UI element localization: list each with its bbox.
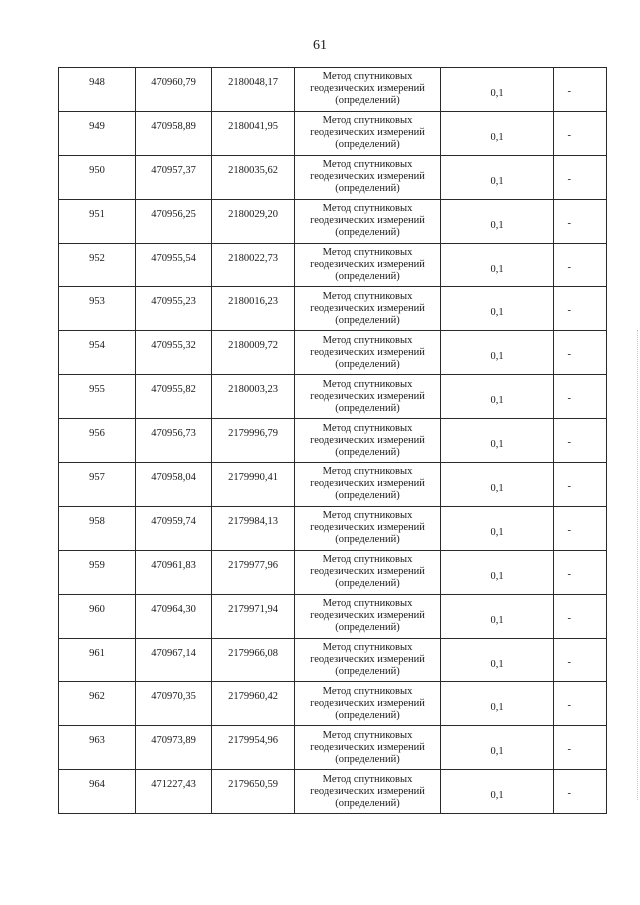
accuracy-cell: 0,1 <box>441 111 554 155</box>
x-coordinate-cell: 470956,73 <box>136 419 212 463</box>
method-cell <box>295 594 441 638</box>
method-line: (определений) <box>335 666 400 678</box>
method-line: Метод спутниковых <box>322 685 413 697</box>
point-number-cell: 964 <box>59 770 136 814</box>
table-row <box>59 287 607 331</box>
method-line: геодезических измерений <box>310 654 425 666</box>
y-coordinate-cell: 2179984,13 <box>212 506 295 550</box>
y-coordinate-cell: 2179971,94 <box>212 594 295 638</box>
y-coordinate-cell: 2180029,20 <box>212 199 295 243</box>
method-cell <box>295 68 441 112</box>
table-row <box>59 199 607 243</box>
accuracy-cell: 0,1 <box>441 594 554 638</box>
accuracy-cell: 0,1 <box>441 726 554 770</box>
method-cell <box>295 638 441 682</box>
method-cell <box>295 550 441 594</box>
method-line: геодезических измерений <box>310 259 425 270</box>
accuracy-cell: 0,1 <box>441 199 554 243</box>
table-row <box>59 375 607 419</box>
table-row <box>59 155 607 199</box>
x-coordinate-cell: 470958,04 <box>136 463 212 507</box>
point-number-cell: 961 <box>59 638 136 682</box>
method-line: (определений) <box>335 709 400 721</box>
method-line: геодезических измерений <box>310 697 425 709</box>
table-row <box>59 243 607 287</box>
accuracy-cell: 0,1 <box>441 375 554 419</box>
note-cell: - <box>554 111 607 155</box>
method-line: (определений) <box>335 534 400 546</box>
method-line: Метод спутниковых <box>322 334 413 346</box>
method-line: (определений) <box>335 139 400 151</box>
x-coordinate-cell: 470955,82 <box>136 375 212 419</box>
y-coordinate-cell: 2180041,95 <box>212 111 295 155</box>
method-cell <box>295 287 441 331</box>
table-row <box>59 506 607 550</box>
x-coordinate-cell: 471227,43 <box>136 770 212 814</box>
accuracy-cell: 0,1 <box>441 419 554 463</box>
point-number-cell: 960 <box>59 594 136 638</box>
table-row <box>59 682 607 726</box>
method-cell <box>295 506 441 550</box>
method-line: геодезических измерений <box>310 127 425 139</box>
method-line: геодезических измерений <box>310 566 425 578</box>
method-cell <box>295 243 441 287</box>
point-number-cell: 957 <box>59 463 136 507</box>
method-line: (определений) <box>335 402 400 414</box>
method-line: геодезических измерений <box>310 610 425 622</box>
method-line: (определений) <box>335 183 400 195</box>
method-line: Метод спутниковых <box>322 378 413 390</box>
table-row <box>59 770 607 814</box>
note-cell: - <box>554 243 607 287</box>
method-cell <box>295 111 441 155</box>
scan-edge-mark <box>635 330 638 800</box>
method-line: Метод спутниковых <box>322 159 413 171</box>
x-coordinate-cell: 470956,25 <box>136 199 212 243</box>
method-line: Метод спутниковых <box>322 510 413 522</box>
method-line: геодезических измерений <box>310 302 425 314</box>
method-line: (определений) <box>335 797 400 809</box>
note-cell: - <box>554 287 607 331</box>
point-number-cell: 963 <box>59 726 136 770</box>
method-line: геодезических измерений <box>310 171 425 183</box>
point-number-cell: 949 <box>59 111 136 155</box>
x-coordinate-cell: 470973,89 <box>136 726 212 770</box>
note-cell: - <box>554 550 607 594</box>
note-cell: - <box>554 199 607 243</box>
accuracy-cell: 0,1 <box>441 155 554 199</box>
note-cell: - <box>554 638 607 682</box>
method-line: Метод спутниковых <box>322 247 413 258</box>
method-cell <box>295 770 441 814</box>
x-coordinate-cell: 470957,37 <box>136 155 212 199</box>
method-cell <box>295 726 441 770</box>
note-cell: - <box>554 770 607 814</box>
table-row <box>59 463 607 507</box>
x-coordinate-cell: 470955,32 <box>136 331 212 375</box>
method-line: Метод спутниковых <box>322 729 413 741</box>
method-line: Метод спутниковых <box>322 290 413 302</box>
method-line: геодезических измерений <box>310 522 425 534</box>
method-line: (определений) <box>335 358 400 370</box>
note-cell: - <box>554 375 607 419</box>
method-line: (определений) <box>335 622 400 634</box>
y-coordinate-cell: 2180009,72 <box>212 331 295 375</box>
method-cell <box>295 463 441 507</box>
note-cell: - <box>554 331 607 375</box>
x-coordinate-cell: 470955,23 <box>136 287 212 331</box>
coordinates-table <box>58 67 607 814</box>
accuracy-cell: 0,1 <box>441 506 554 550</box>
method-line: геодезических измерений <box>310 83 425 95</box>
method-line: геодезических измерений <box>310 434 425 446</box>
table-row <box>59 726 607 770</box>
method-line: (определений) <box>335 446 400 458</box>
y-coordinate-cell: 2179996,79 <box>212 419 295 463</box>
point-number-cell: 956 <box>59 419 136 463</box>
method-cell <box>295 419 441 463</box>
accuracy-cell: 0,1 <box>441 331 554 375</box>
point-number-cell: 951 <box>59 199 136 243</box>
y-coordinate-cell: 2179960,42 <box>212 682 295 726</box>
table-row <box>59 331 607 375</box>
x-coordinate-cell: 470964,30 <box>136 594 212 638</box>
method-line: (определений) <box>335 271 400 282</box>
table-body <box>59 68 607 814</box>
x-coordinate-cell: 470967,14 <box>136 638 212 682</box>
table-row <box>59 638 607 682</box>
y-coordinate-cell: 2180016,23 <box>212 287 295 331</box>
note-cell: - <box>554 463 607 507</box>
method-cell <box>295 155 441 199</box>
method-line: геодезических измерений <box>310 741 425 753</box>
y-coordinate-cell: 2180022,73 <box>212 243 295 287</box>
table-row <box>59 594 607 638</box>
method-cell <box>295 199 441 243</box>
point-number-cell: 950 <box>59 155 136 199</box>
note-cell: - <box>554 682 607 726</box>
accuracy-cell: 0,1 <box>441 287 554 331</box>
table-row <box>59 111 607 155</box>
point-number-cell: 959 <box>59 550 136 594</box>
method-line: (определений) <box>335 95 400 107</box>
y-coordinate-cell: 2180048,17 <box>212 68 295 112</box>
table-row <box>59 68 607 112</box>
point-number-cell: 955 <box>59 375 136 419</box>
method-cell <box>295 682 441 726</box>
x-coordinate-cell: 470955,54 <box>136 243 212 287</box>
y-coordinate-cell: 2179966,08 <box>212 638 295 682</box>
method-line: геодезических измерений <box>310 346 425 358</box>
x-coordinate-cell: 470960,79 <box>136 68 212 112</box>
method-line: (определений) <box>335 227 400 239</box>
method-line: Метод спутниковых <box>322 598 413 610</box>
method-line: геодезических измерений <box>310 215 425 227</box>
point-number-cell: 954 <box>59 331 136 375</box>
method-line: геодезических измерений <box>310 478 425 490</box>
point-number-cell: 962 <box>59 682 136 726</box>
x-coordinate-cell: 470959,74 <box>136 506 212 550</box>
method-line: геодезических измерений <box>310 390 425 402</box>
x-coordinate-cell: 470958,89 <box>136 111 212 155</box>
method-line: Метод спутниковых <box>322 203 413 215</box>
accuracy-cell: 0,1 <box>441 550 554 594</box>
method-line: Метод спутниковых <box>322 773 413 785</box>
point-number-cell: 948 <box>59 68 136 112</box>
accuracy-cell: 0,1 <box>441 243 554 287</box>
note-cell: - <box>554 726 607 770</box>
point-number-cell: 953 <box>59 287 136 331</box>
accuracy-cell: 0,1 <box>441 463 554 507</box>
method-line: геодезических измерений <box>310 785 425 797</box>
method-cell <box>295 375 441 419</box>
x-coordinate-cell: 470970,35 <box>136 682 212 726</box>
method-line: Метод спутниковых <box>322 71 413 83</box>
point-number-cell: 958 <box>59 506 136 550</box>
accuracy-cell: 0,1 <box>441 682 554 726</box>
note-cell: - <box>554 506 607 550</box>
table-row <box>59 419 607 463</box>
method-line: (определений) <box>335 578 400 590</box>
y-coordinate-cell: 2180003,23 <box>212 375 295 419</box>
method-line: (определений) <box>335 314 400 326</box>
note-cell: - <box>554 594 607 638</box>
method-line: (определений) <box>335 490 400 502</box>
y-coordinate-cell: 2179990,41 <box>212 463 295 507</box>
y-coordinate-cell: 2179977,96 <box>212 550 295 594</box>
method-line: Метод спутниковых <box>322 466 413 478</box>
y-coordinate-cell: 2180035,62 <box>212 155 295 199</box>
method-cell <box>295 331 441 375</box>
page-number: 61 <box>313 38 327 53</box>
method-line: Метод спутниковых <box>322 115 413 127</box>
x-coordinate-cell: 470961,83 <box>136 550 212 594</box>
point-number-cell: 952 <box>59 243 136 287</box>
y-coordinate-cell: 2179954,96 <box>212 726 295 770</box>
y-coordinate-cell: 2179650,59 <box>212 770 295 814</box>
note-cell: - <box>554 419 607 463</box>
accuracy-cell: 0,1 <box>441 638 554 682</box>
method-line: (определений) <box>335 753 400 765</box>
method-line: Метод спутниковых <box>322 422 413 434</box>
method-line: Метод спутниковых <box>322 642 413 654</box>
note-cell: - <box>554 155 607 199</box>
accuracy-cell: 0,1 <box>441 68 554 112</box>
note-cell: - <box>554 68 607 112</box>
accuracy-cell: 0,1 <box>441 770 554 814</box>
table-row <box>59 550 607 594</box>
method-line: Метод спутниковых <box>322 554 413 566</box>
